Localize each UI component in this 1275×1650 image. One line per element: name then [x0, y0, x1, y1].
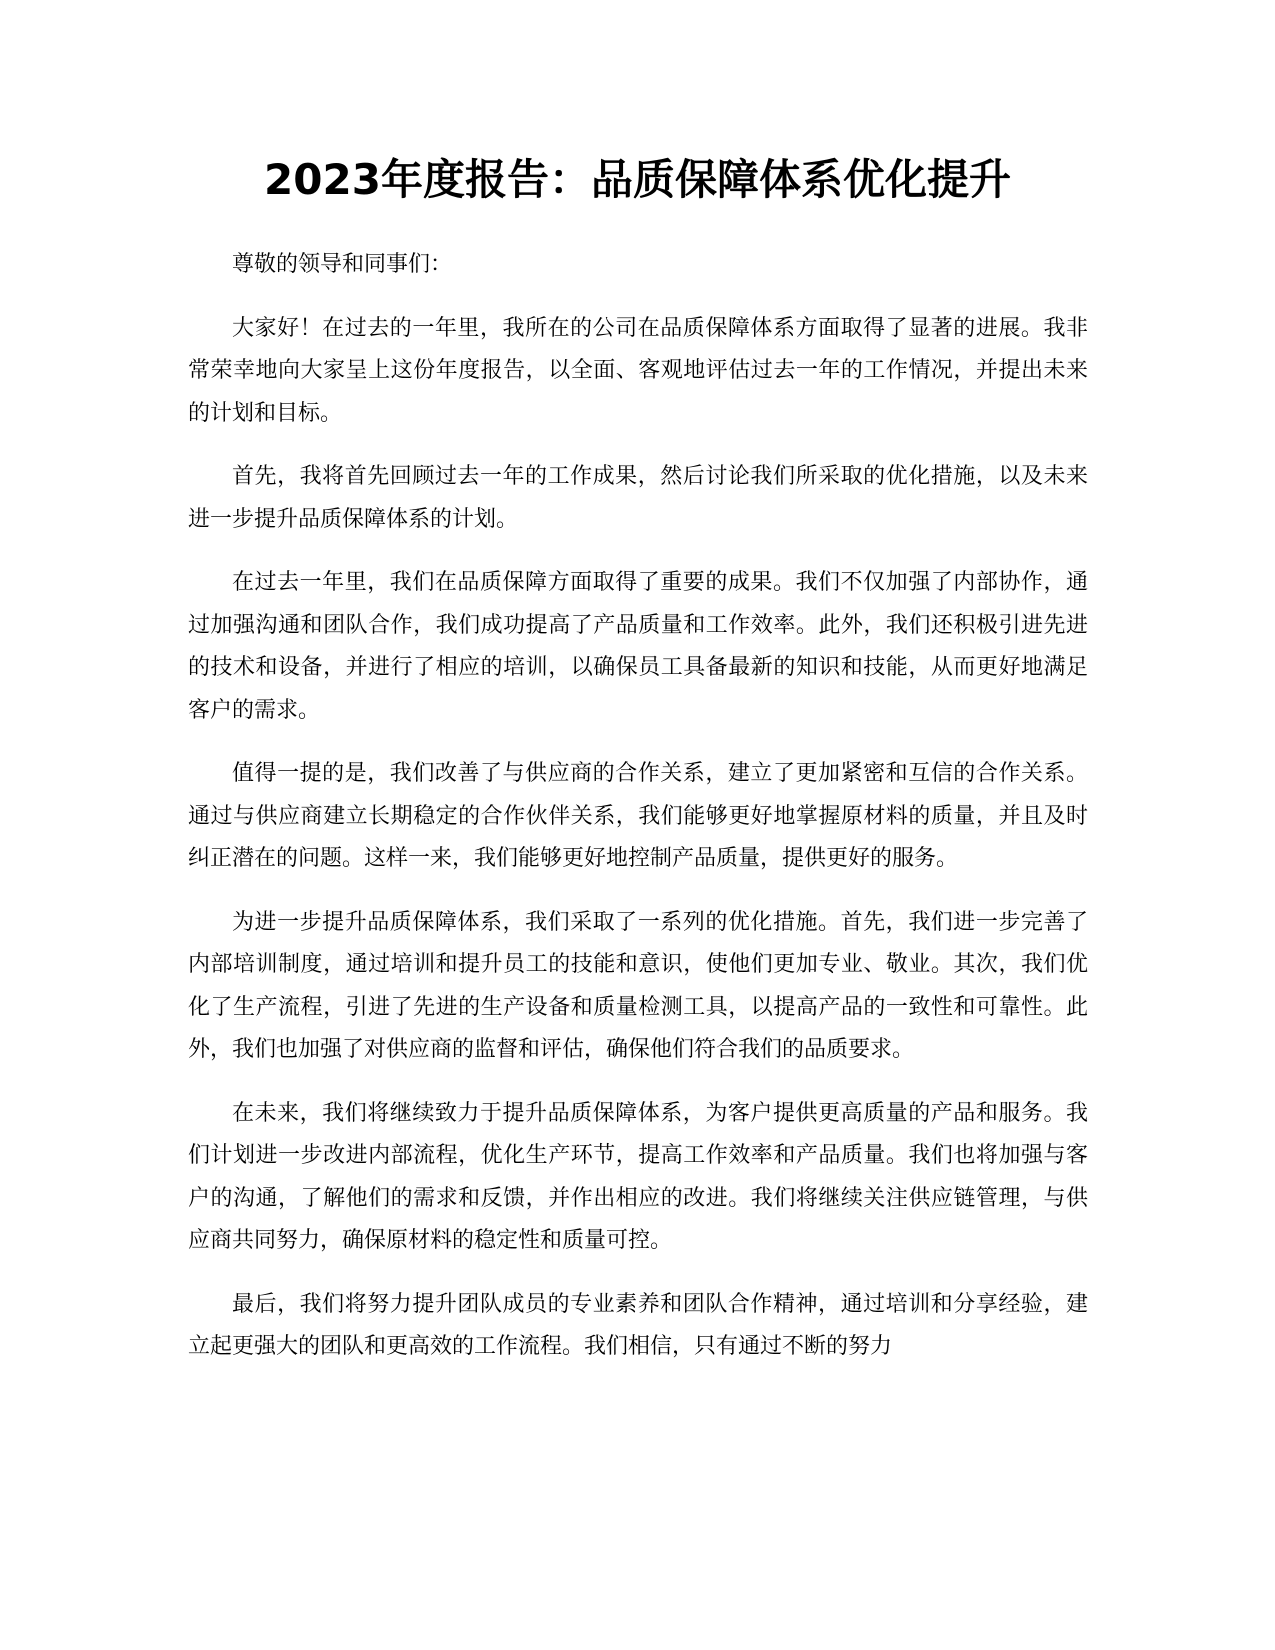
paragraph-5: 为进一步提升品质保障体系，我们采取了一系列的优化措施。首先，我们进一步完善了内部培训制度，通过培训和提升员工的技能和意识，使他们更加专业、敬业。其次，我们优化了生产流程，引进了先进的生产设备和质量检测工具，以提高产品的一致性和可靠性。此外，我们也加强了对供应商的监督和评估，确保他们符合我们的品质要求。 — [188, 909, 1088, 1062]
document-body — [188, 244, 1088, 1390]
paragraph-3: 在过去一年里，我们在品质保障方面取得了重要的成果。我们不仅加强了内部协作，通过加强沟通和团队合作，我们成功提高了产品质量和工作效率。此外，我们还积极引进先进的技术和设备，并进行了相应的培训，以确保员工具备最新的知识和技能，从而更好地满足客户的需求。 — [188, 570, 1088, 723]
document-title: 2023年度报告：品质保障体系优化提升 — [264, 155, 1011, 204]
paragraph-1: 大家好！在过去的一年里，我所在的公司在品质保障体系方面取得了显著的进展。我非常荣幸地向大家呈上这份年度报告，以全面、客观地评估过去一年的工作情况，并提出未来的计划和目标。 — [188, 315, 1088, 426]
salutation: 尊敬的领导和同事们： — [232, 252, 453, 277]
paragraph-7: 最后，我们将努力提升团队成员的专业素养和团队合作精神，通过培训和分享经验，建立起更强大的团队和更高效的工作流程。我们相信，只有通过不断的努力 — [188, 1291, 1088, 1359]
paragraph-6: 在未来，我们将继续致力于提升品质保障体系，为客户提供更高质量的产品和服务。我们计划进一步改进内部流程，优化生产环节，提高工作效率和产品质量。我们也将加强与客户的沟通，了解他们的需求和反馈，并作出相应的改进。我们将继续关注供应链管理，与供应商共同努力，确保原材料的稳定性和质量可控。 — [188, 1100, 1088, 1253]
paragraph-4: 值得一提的是，我们改善了与供应商的合作关系，建立了更加紧密和互信的合作关系。通过与供应商建立长期稳定的合作伙伴关系，我们能够更好地掌握原材料的质量，并且及时纠正潜在的问题。这样一来，我们能够更好地控制产品质量，提供更好的服务。 — [188, 761, 1088, 871]
paragraph-2: 首先，我将首先回顾过去一年的工作成果，然后讨论我们所采取的优化措施，以及未来进一步提升品质保障体系的计划。 — [188, 464, 1088, 532]
